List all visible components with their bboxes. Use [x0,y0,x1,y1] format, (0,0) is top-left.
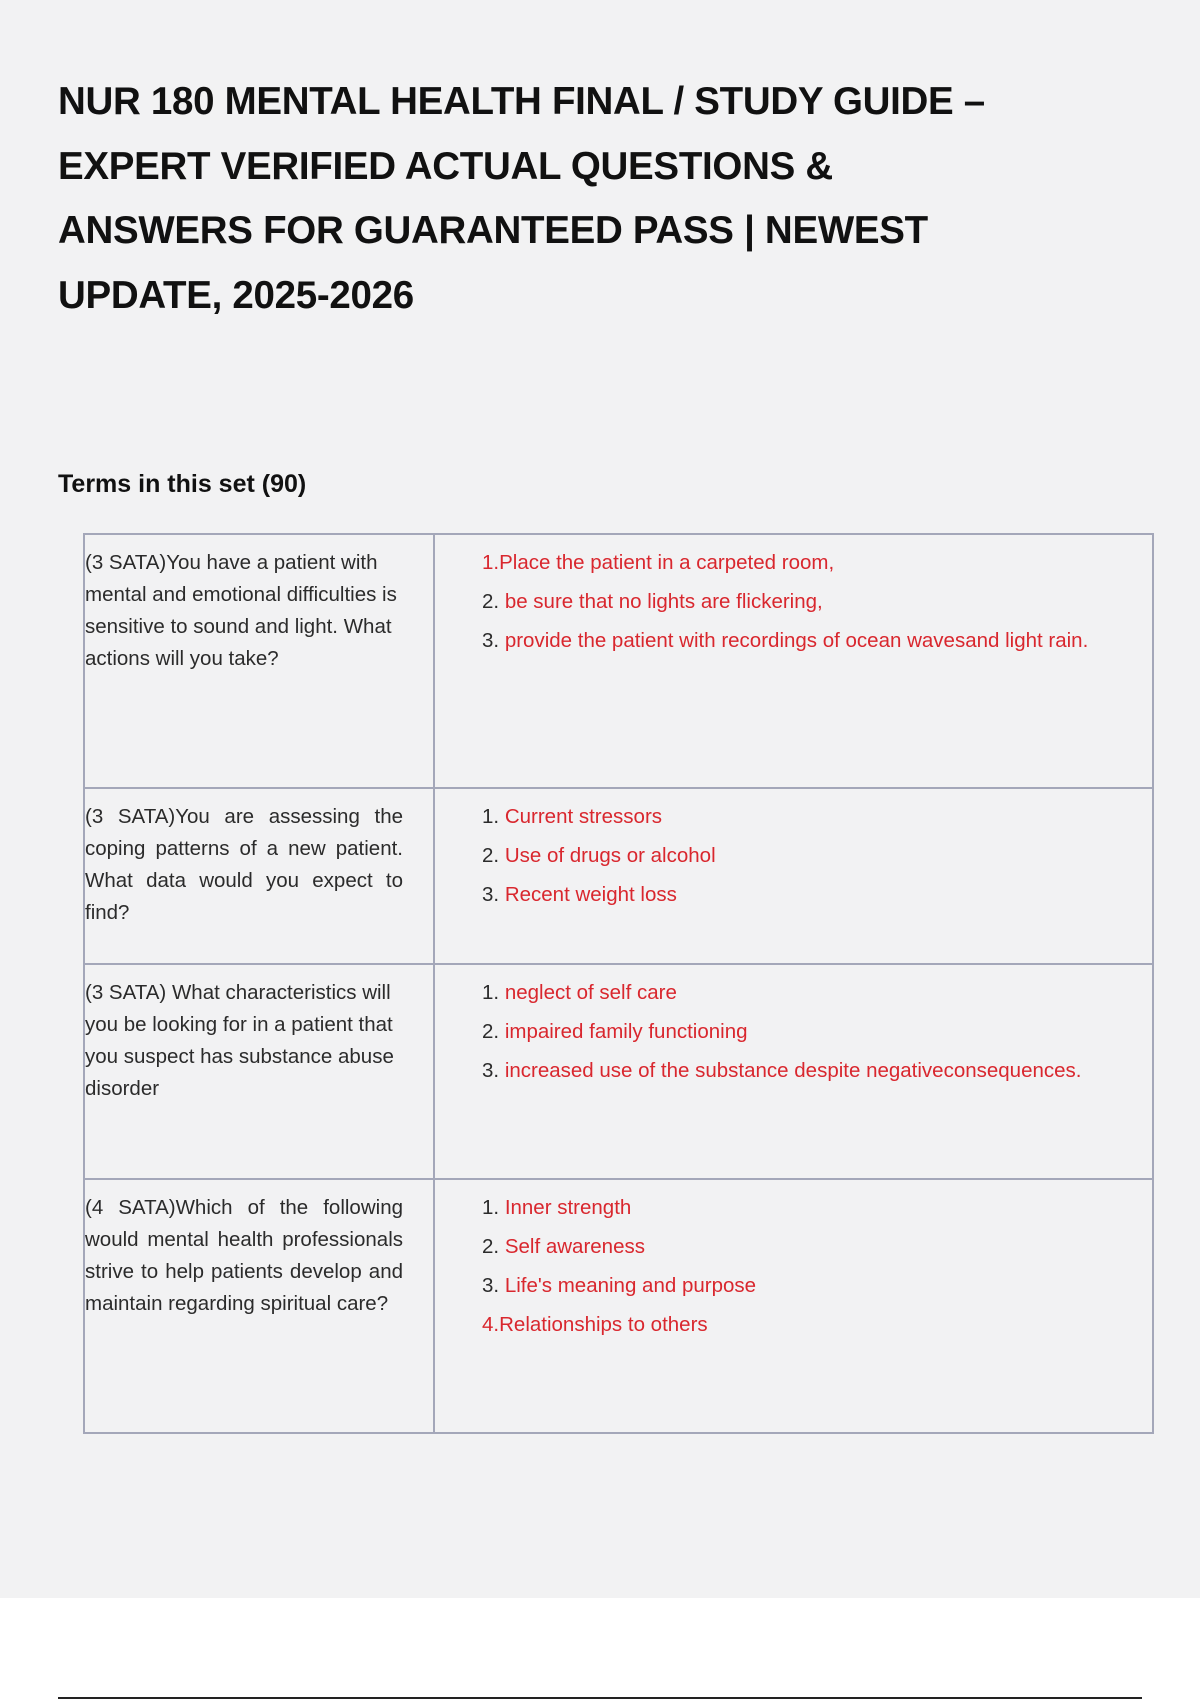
answer-text: impaired family functioning [504,1020,748,1043]
question-cell [84,964,434,1179]
question-cell [84,788,434,964]
answer-number: 1. [482,981,500,1004]
question-text: (3 SATA)You are assessing the coping patterns of a new patient. What data would you expect to find? [85,805,403,924]
answer-number: 1. [482,805,500,828]
answer-number: 3. [482,1059,500,1082]
title-line: ANSWERS FOR GUARANTEED PASS | NEWEST [58,209,928,252]
answer-item [482,625,1112,657]
title-line: NUR 180 MENTAL HEALTH FINAL / STUDY GUIDE – [58,80,985,123]
term-row [84,788,1153,964]
answer-item [482,879,1112,911]
question-cell [84,534,434,788]
answer-number: 4. [482,1313,500,1336]
term-row [84,534,1153,788]
answer-text: provide the patient with recordings of ocean wavesand light rain. [504,629,1089,652]
answer-list [482,1192,1112,1341]
answer-number: 2. [482,1020,500,1043]
answer-number: 3. [482,629,500,652]
question-text: (3 SATA) What characteristics will you be looking for in a patient that you suspect has substance abuse disorder [85,981,394,1100]
question-text: (4 SATA)Which of the following would mental health professionals strive to help patients develop and maintain regarding spiritual care? [85,1196,403,1315]
answer-list [482,547,1112,657]
question-cell [84,1179,434,1433]
terms-table [83,533,1154,1434]
answer-item [482,547,1112,579]
answer-text: Self awareness [504,1235,645,1258]
answer-text: .Place the patient in a carpeted room, [493,551,835,574]
answer-number: 1. [482,1196,500,1219]
answer-text: be sure that no lights are flickering, [504,590,823,613]
answer-number: 1 [482,551,494,574]
answer-item [482,1270,1112,1302]
answer-number: 2. [482,1235,500,1258]
answer-text: Inner strength [504,1196,632,1219]
document-title [58,70,1138,328]
answer-cell [434,1179,1153,1433]
answer-item [482,1309,1112,1341]
title-line: EXPERT VERIFIED ACTUAL QUESTIONS & [58,144,833,188]
answer-list [482,977,1112,1087]
answer-item [482,840,1112,872]
term-row [84,1179,1153,1433]
answer-text: increased use of the substance despite negativeconsequences. [504,1059,1082,1082]
answer-list [482,801,1112,911]
answer-number: 2. [482,590,500,613]
term-row [84,964,1153,1179]
answer-text: Recent weight loss [504,883,677,906]
question-text: (3 SATA)You have a patient with mental and emotional difficulties is sensitive to sound and light. What actions will you take? [85,551,397,670]
answer-item [482,586,1112,618]
answer-text: Use of drugs or alcohol [504,844,716,867]
answer-text: Relationships to others [499,1313,708,1336]
answer-cell [434,534,1153,788]
answer-item [482,1055,1112,1087]
answer-number: 2. [482,844,500,867]
answer-item [482,1192,1112,1224]
answer-number: 3. [482,1274,500,1297]
answer-cell [434,964,1153,1179]
answer-cell [434,788,1153,964]
answer-number: 3. [482,883,500,906]
answer-text: Current stressors [504,805,663,828]
footer-divider [58,1697,1142,1699]
answer-item [482,1231,1112,1263]
title-line: UPDATE, 2025-2026 [58,273,414,317]
terms-count-heading: Terms in this set (90) [58,470,307,498]
answer-item [482,1016,1112,1048]
answer-text: neglect of self care [504,981,677,1004]
answer-item [482,801,1112,833]
answer-item [482,977,1112,1009]
answer-text: Life's meaning and purpose [504,1274,757,1297]
